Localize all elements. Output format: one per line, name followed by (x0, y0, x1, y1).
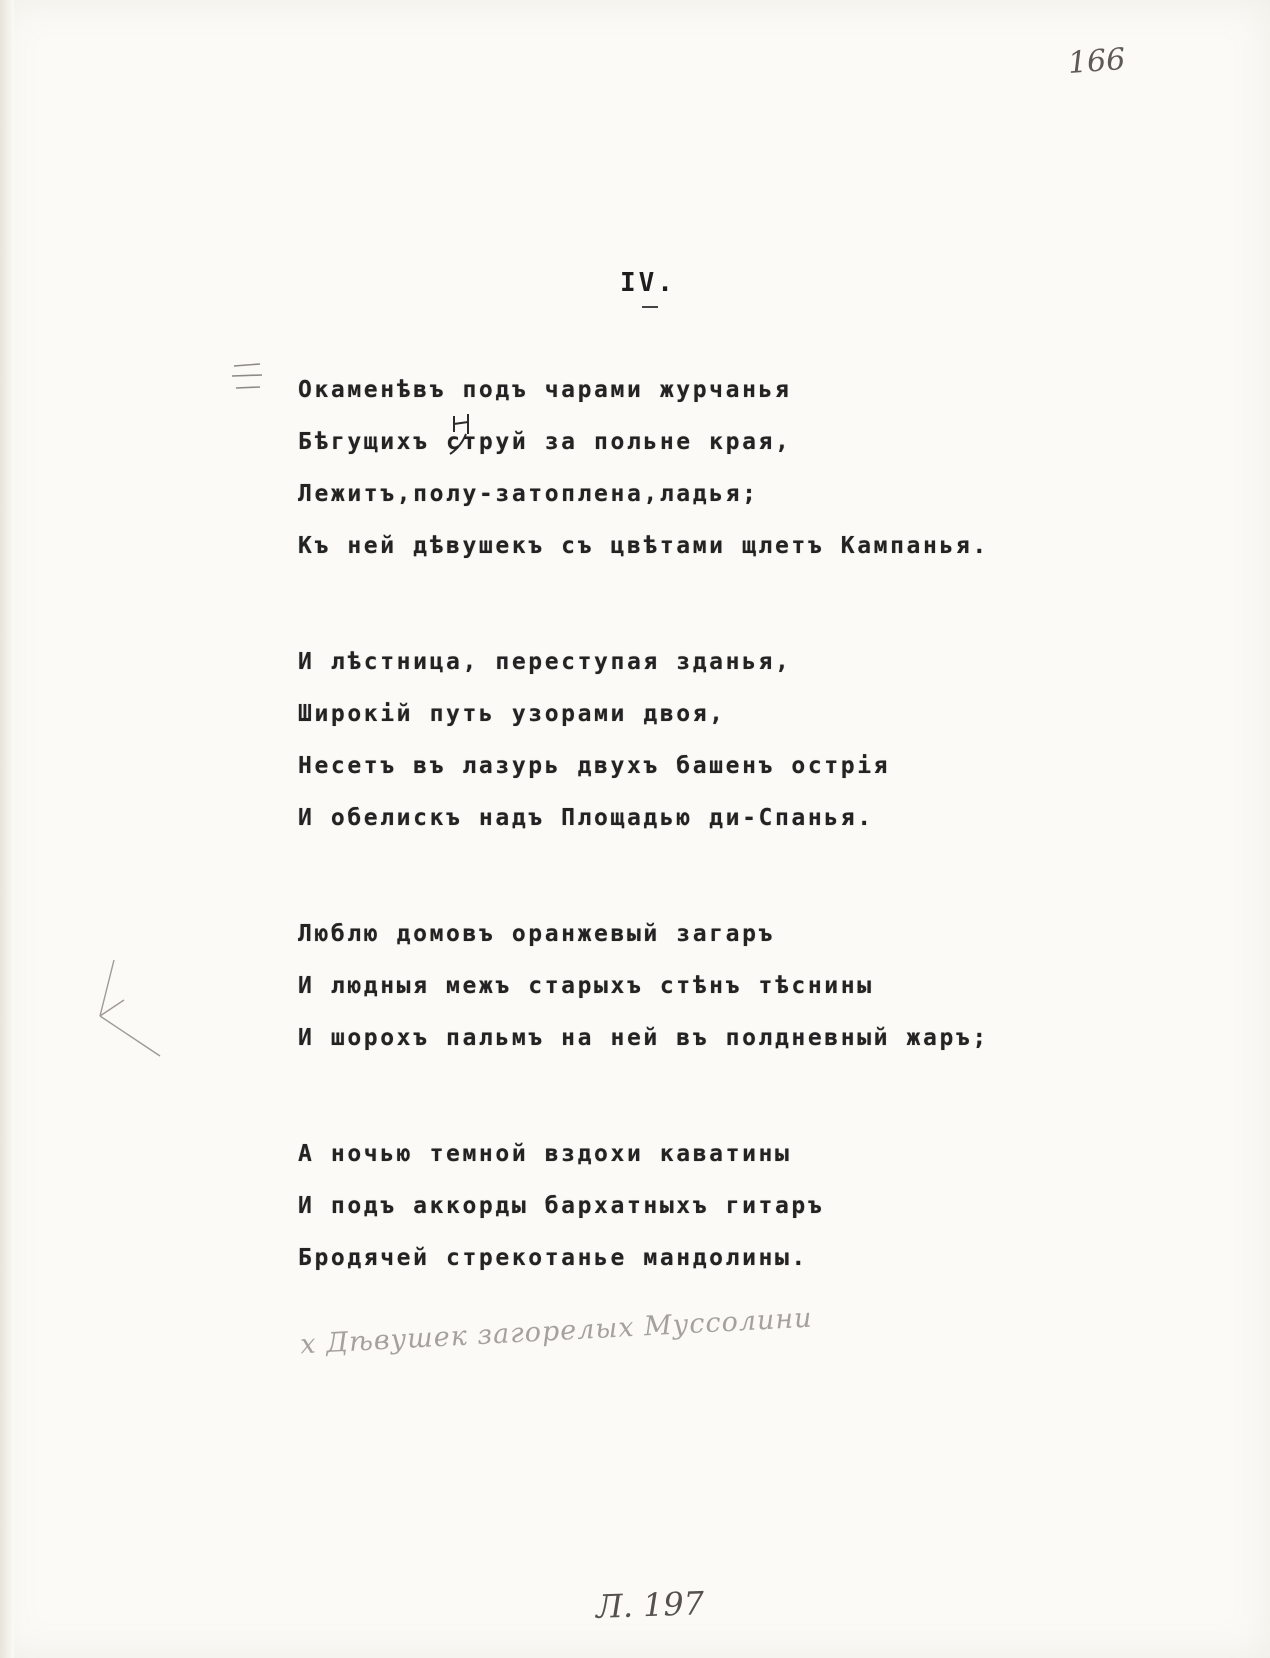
verse-line: Люблю домовъ оранжевый загаръ (298, 921, 775, 947)
folio-number-top: 166 (1066, 42, 1127, 81)
pencil-annotation: х Дѣвушек загорелых Муссолини (299, 1302, 814, 1361)
verse-line: И подъ аккорды бархатныхъ гитаръ (298, 1193, 825, 1219)
verse-line: И лѣстница, переступая зданья, (298, 649, 792, 675)
verse-line: Бродячей стрекотанье мандолины. (298, 1245, 808, 1271)
page-edge-shadow (0, 0, 14, 1658)
stanza-3 (298, 908, 1058, 1064)
verse-line: И шорохъ пальмъ на ней въ полдневный жаръ; (298, 1025, 989, 1051)
verse-line: И людныя межъ старыхъ стѣнъ тѣснины (298, 973, 874, 999)
stanza-1 (298, 364, 1058, 572)
section-numeral: IV. (620, 268, 676, 298)
verse-line: Лежитъ,полу-затоплена,ладья; (298, 481, 759, 507)
verse-line: А ночью темной вздохи каватины (298, 1141, 792, 1167)
numeral-underline (642, 306, 658, 308)
stanza-4 (298, 1128, 1058, 1284)
verse-line: Несетъ въ лазурь двухъ башенъ острія (298, 753, 891, 779)
margin-cross-mark-icon (230, 360, 264, 394)
folio-number-bottom: Л. 197 (595, 1584, 705, 1626)
verse-line: И обелискъ надъ Площадью ди-Спанья. (298, 805, 874, 831)
pencil-margin-arrow-icon (96, 958, 166, 1058)
verse-line: Окаменѣвъ подъ чарами журчанья (298, 377, 792, 403)
stanza-2 (298, 636, 1058, 844)
verse-line: Бѣгущихъ струй за польне края, (298, 429, 792, 455)
verse-line: Широкій путь узорами двоя, (298, 701, 726, 727)
poem-body (298, 364, 1058, 1348)
verse-line: Къ ней дѣвушекъ съ цвѣтами щлетъ Кампанья. (298, 533, 989, 559)
